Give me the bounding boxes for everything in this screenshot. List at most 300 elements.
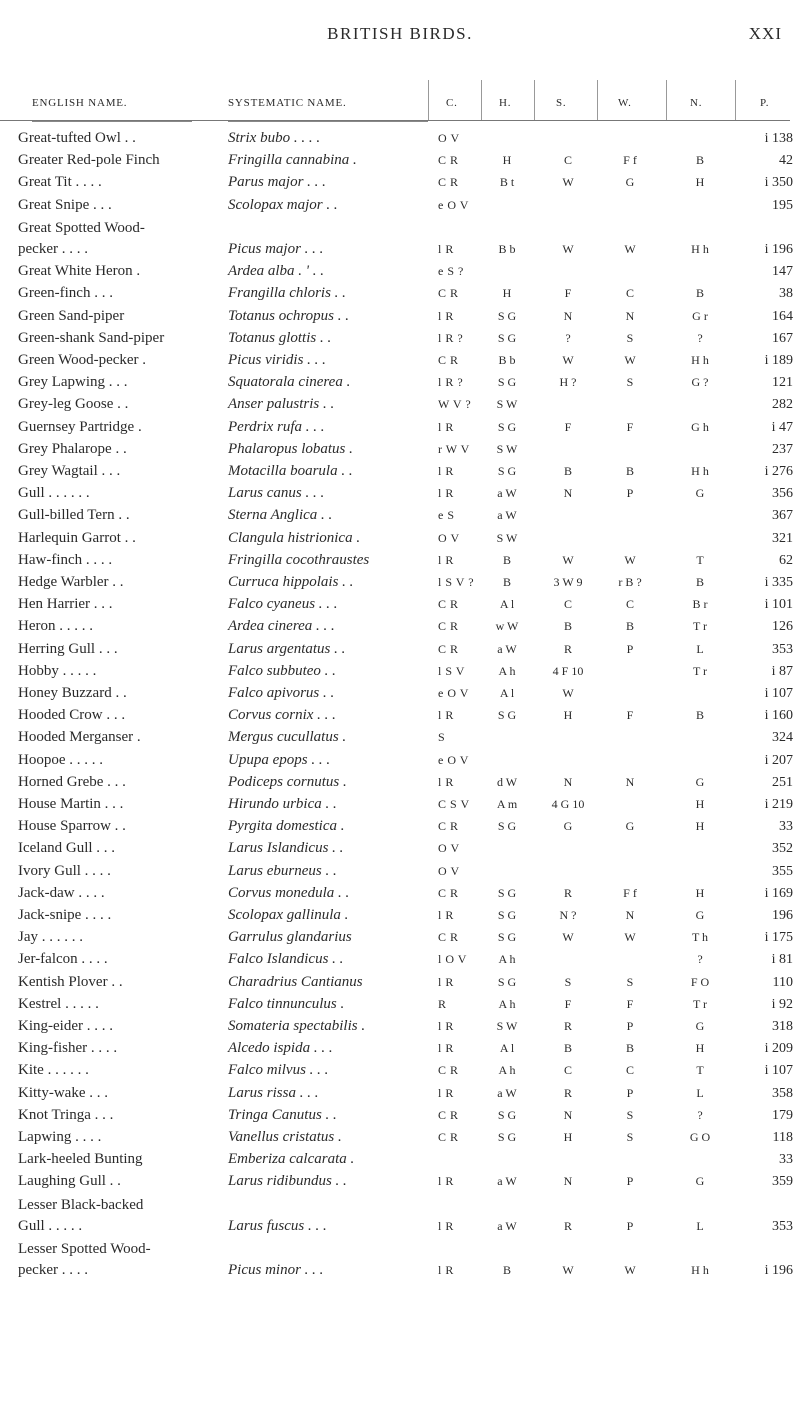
page-ref: i 92 bbox=[771, 996, 793, 1012]
col-s-value: N bbox=[563, 1107, 573, 1122]
col-head-systematic: SYSTEMATIC NAME. bbox=[228, 97, 347, 109]
col-c-value: l R bbox=[438, 974, 454, 989]
col-h-value: B b bbox=[498, 242, 516, 256]
table-row bbox=[0, 750, 800, 771]
col-s-value: S bbox=[564, 974, 572, 989]
english-name: Green-shank Sand-piper bbox=[18, 329, 165, 346]
english-name: Hooded Merganser . bbox=[18, 729, 141, 746]
col-c-value: C R bbox=[438, 930, 459, 945]
col-c-value: C R bbox=[438, 1130, 459, 1144]
col-w-value: P bbox=[626, 1085, 634, 1100]
col-c-value: C R bbox=[438, 175, 459, 190]
col-c-value: l R bbox=[438, 464, 454, 478]
col-s-value: R bbox=[563, 885, 572, 900]
col-head-w: W. bbox=[618, 97, 632, 109]
english-name: Heron . . . . . bbox=[18, 618, 93, 635]
col-h-value: S G bbox=[497, 1130, 517, 1144]
english-name: Greater Red-pole Finch bbox=[18, 152, 160, 169]
systematic-name: Podiceps cornutus . bbox=[228, 773, 347, 790]
col-h-value: S G bbox=[497, 375, 517, 390]
col-c-value: l R bbox=[438, 1218, 454, 1233]
col-s-value: N bbox=[563, 1174, 573, 1189]
page-ref: i 169 bbox=[764, 885, 793, 901]
page-ref: 352 bbox=[772, 841, 793, 857]
col-c-value: l R bbox=[438, 774, 454, 789]
col-w-value: W bbox=[624, 242, 636, 256]
col-s-value: W bbox=[562, 552, 574, 567]
col-n-value: G bbox=[695, 908, 705, 922]
page-ref: i 196 bbox=[764, 242, 793, 257]
col-w-value: r B ? bbox=[618, 575, 642, 589]
page-ref: 321 bbox=[772, 530, 793, 546]
col-head-c: C. bbox=[446, 97, 458, 109]
col-s-value: C bbox=[563, 597, 572, 612]
systematic-name: Falco subbuteo . . bbox=[228, 662, 336, 679]
col-w-value: B bbox=[625, 464, 634, 478]
col-w-value: P bbox=[626, 1174, 634, 1189]
col-c-value: e S ? bbox=[438, 264, 464, 279]
col-h-value: H bbox=[502, 153, 512, 168]
english-name: Great Tit . . . . bbox=[18, 174, 102, 191]
col-c-value: l S V ? bbox=[438, 575, 475, 589]
col-c-value: l R ? bbox=[438, 330, 464, 345]
col-h-value: S W bbox=[496, 530, 518, 545]
col-h-value: a W bbox=[497, 1174, 517, 1189]
english-name-line1: Lesser Spotted Wood- bbox=[18, 1241, 151, 1258]
table-row bbox=[0, 1038, 800, 1059]
table-row bbox=[0, 128, 800, 149]
col-c-value: l R bbox=[438, 419, 454, 434]
english-name: Kestrel . . . . . bbox=[18, 995, 99, 1012]
systematic-name: Squatorala cinerea . bbox=[228, 374, 351, 391]
col-h-value: a W bbox=[497, 486, 517, 501]
table-row bbox=[0, 461, 800, 482]
systematic-name: Ardea alba . ' . . bbox=[228, 263, 324, 280]
page-ref: i 138 bbox=[764, 131, 793, 146]
table-row bbox=[0, 816, 800, 837]
page-ref: 356 bbox=[772, 486, 793, 502]
english-name: Grey Lapwing . . . bbox=[18, 374, 128, 391]
col-n-value: T r bbox=[692, 663, 708, 678]
page-ref: 355 bbox=[772, 863, 793, 879]
col-n-value: ? bbox=[697, 952, 703, 967]
col-s-value: W bbox=[562, 175, 574, 190]
page-ref: i 160 bbox=[764, 708, 793, 724]
page-ref: 282 bbox=[772, 397, 793, 413]
col-h-value: S W bbox=[496, 441, 518, 456]
running-title: BRITISH BIRDS. bbox=[327, 24, 473, 43]
page-ref: i 219 bbox=[764, 797, 793, 812]
table-row bbox=[0, 283, 800, 304]
col-h-value: A h bbox=[498, 663, 516, 678]
col-c-value: O V bbox=[438, 530, 460, 545]
col-c-value: C R bbox=[438, 1063, 459, 1078]
col-s-value: F bbox=[564, 286, 572, 301]
page-ref: 367 bbox=[772, 508, 793, 524]
page-ref: i 107 bbox=[764, 1063, 793, 1079]
col-c-value: l S V bbox=[438, 663, 465, 678]
english-name: Hooded Crow . . . bbox=[18, 707, 126, 724]
col-c-value: O V bbox=[438, 863, 460, 878]
page-ref: 318 bbox=[772, 1019, 793, 1034]
col-s-value: R bbox=[563, 1218, 572, 1233]
col-w-value: N bbox=[625, 774, 635, 789]
col-h-value: S G bbox=[497, 1107, 517, 1122]
systematic-name: Mergus cucullatus . bbox=[228, 729, 347, 746]
table-row bbox=[0, 528, 800, 549]
col-w-value: P bbox=[626, 1218, 634, 1233]
english-name: Iceland Gull . . . bbox=[18, 840, 116, 857]
col-c-value: l R bbox=[438, 1263, 454, 1278]
col-n-value: B r bbox=[692, 597, 708, 612]
col-w-value: P bbox=[626, 486, 634, 501]
col-c-value: C R bbox=[438, 353, 459, 367]
page-ref: 167 bbox=[772, 330, 793, 346]
col-n-value: G ? bbox=[691, 375, 709, 390]
english-name: Great-tufted Owl . . bbox=[18, 130, 136, 146]
col-w-value: F bbox=[626, 419, 634, 434]
english-name: House Martin . . . bbox=[18, 796, 124, 812]
col-h-value: d W bbox=[496, 774, 518, 789]
systematic-name: Totanus glottis . . bbox=[228, 329, 332, 346]
col-h-value: B bbox=[502, 575, 511, 589]
english-name: Green Sand-piper bbox=[18, 307, 125, 324]
table-row bbox=[0, 616, 800, 637]
english-name: Lapwing . . . . bbox=[18, 1129, 102, 1145]
english-name: Grey Wagtail . . . bbox=[18, 463, 121, 479]
col-n-value: ? bbox=[697, 1107, 703, 1122]
col-w-value: F f bbox=[623, 885, 637, 900]
col-w-value: W bbox=[624, 1263, 636, 1278]
table-row bbox=[0, 372, 800, 393]
systematic-name: Perdrix rufa . . . bbox=[228, 418, 325, 435]
col-c-value: W V ? bbox=[438, 397, 472, 412]
english-name: Horned Grebe . . . bbox=[18, 773, 126, 790]
col-c-value: C R bbox=[438, 641, 459, 656]
table-row bbox=[0, 394, 800, 415]
col-n-value: H bbox=[695, 1041, 705, 1056]
english-name: Hedge Warbler . . bbox=[18, 574, 124, 590]
table-row bbox=[0, 1127, 800, 1148]
page-ref: 358 bbox=[772, 1085, 793, 1101]
systematic-name: Anser palustris . . bbox=[228, 396, 335, 413]
page-ref: 147 bbox=[772, 264, 793, 280]
col-w-value: W bbox=[624, 353, 636, 367]
col-h-value: S W bbox=[496, 397, 518, 412]
table-row bbox=[0, 905, 800, 926]
systematic-name: Falco Islandicus . . bbox=[228, 951, 344, 968]
col-w-value: G bbox=[625, 175, 635, 190]
col-w-value: F bbox=[626, 996, 634, 1011]
col-n-value: G bbox=[695, 1019, 705, 1033]
english-name: King-eider . . . . bbox=[18, 1018, 113, 1034]
table-row bbox=[0, 838, 800, 859]
col-s-value: B bbox=[563, 1041, 572, 1056]
systematic-name: Somateria spectabilis . bbox=[228, 1018, 366, 1034]
page-ref: i 87 bbox=[771, 663, 793, 679]
col-n-value: ? bbox=[697, 330, 703, 345]
col-s-value: 3 W 9 bbox=[553, 575, 583, 589]
page-ref: 164 bbox=[772, 308, 793, 324]
col-n-value: B bbox=[695, 153, 704, 168]
col-n-value: H h bbox=[691, 464, 709, 478]
table-row bbox=[0, 594, 800, 615]
col-h-value: A h bbox=[498, 996, 516, 1011]
systematic-name: Larus eburneus . . bbox=[228, 862, 337, 879]
col-w-value: S bbox=[626, 330, 634, 345]
page-ref: 196 bbox=[772, 908, 793, 923]
col-n-value: G bbox=[695, 1174, 705, 1189]
col-s-value: H bbox=[563, 1130, 573, 1144]
table-row bbox=[0, 727, 800, 748]
col-s-value: N ? bbox=[559, 908, 577, 922]
english-name: Grey Phalarope . . bbox=[18, 440, 127, 457]
col-w-value: G bbox=[625, 819, 635, 834]
page-ref: 179 bbox=[772, 1107, 793, 1123]
col-h-value: B bbox=[502, 552, 511, 567]
systematic-name: Larus Islandicus . . bbox=[228, 840, 344, 857]
col-c-value: C R bbox=[438, 1107, 459, 1122]
english-name: Kite . . . . . . bbox=[18, 1062, 89, 1079]
col-h-value: S G bbox=[497, 819, 517, 834]
col-n-value: L bbox=[696, 641, 704, 656]
table-row bbox=[0, 350, 800, 371]
col-s-value: B bbox=[563, 619, 572, 634]
col-h-value: S G bbox=[497, 419, 517, 434]
page-ref: 42 bbox=[779, 153, 793, 169]
page-ref: i 207 bbox=[764, 752, 793, 768]
english-name: Green-finch . . . bbox=[18, 285, 113, 302]
page-ref: i 175 bbox=[764, 930, 793, 946]
table-row bbox=[0, 150, 800, 171]
table-row bbox=[0, 220, 800, 260]
systematic-name: Larus argentatus . . bbox=[228, 640, 346, 657]
english-name: Gull-billed Tern . . bbox=[18, 507, 130, 524]
table-row bbox=[0, 927, 800, 948]
english-name: Herring Gull . . . bbox=[18, 640, 118, 657]
english-name: Ivory Gull . . . . bbox=[18, 862, 111, 879]
col-n-value: T r bbox=[692, 619, 708, 634]
col-head-p: P. bbox=[760, 97, 770, 109]
table-row bbox=[0, 1083, 800, 1104]
col-h-value: S G bbox=[497, 330, 517, 345]
table-row bbox=[0, 861, 800, 882]
english-name: Hobby . . . . . bbox=[18, 662, 97, 679]
english-name: Gull . . . . . . bbox=[18, 485, 90, 502]
col-n-value: H h bbox=[691, 353, 709, 367]
col-c-value: l R bbox=[438, 486, 454, 501]
col-n-value: G r bbox=[692, 308, 708, 323]
col-w-value: B bbox=[625, 1041, 634, 1056]
col-n-value: G h bbox=[691, 419, 709, 434]
col-c-value: e S bbox=[438, 508, 455, 523]
col-s-value: C bbox=[563, 1063, 572, 1078]
table-row bbox=[0, 1105, 800, 1126]
table-row bbox=[0, 1016, 800, 1037]
col-c-value: l R bbox=[438, 242, 454, 256]
col-c-value: l R bbox=[438, 708, 454, 723]
systematic-name: Picus minor . . . bbox=[228, 1262, 324, 1279]
page-ref: i 335 bbox=[764, 575, 793, 590]
page-ref: 195 bbox=[772, 197, 793, 213]
systematic-name: Tringa Canutus . . bbox=[228, 1106, 337, 1123]
systematic-name: Alcedo ispida . . . bbox=[228, 1040, 333, 1057]
col-c-value: C R bbox=[438, 819, 459, 834]
col-w-value: C bbox=[625, 286, 634, 301]
col-c-value: e O V bbox=[438, 197, 469, 212]
col-s-value: N bbox=[563, 774, 573, 789]
table-row bbox=[0, 172, 800, 193]
col-w-value: C bbox=[625, 1063, 634, 1078]
systematic-name: Pyrgita domestica . bbox=[228, 818, 345, 835]
systematic-name: Falco cyaneus . . . bbox=[228, 596, 338, 613]
col-h-value: A l bbox=[499, 597, 515, 612]
systematic-name: Corvus cornix . . . bbox=[228, 707, 336, 724]
col-n-value: T bbox=[696, 552, 704, 567]
col-c-value: O V bbox=[438, 131, 460, 145]
systematic-name: Ardea cinerea . . . bbox=[228, 618, 335, 635]
col-n-value: H bbox=[695, 885, 705, 900]
col-n-value: L bbox=[696, 1218, 704, 1233]
col-h-value: A l bbox=[499, 1041, 515, 1056]
col-w-value: S bbox=[626, 375, 634, 390]
page-ref: 121 bbox=[772, 375, 793, 391]
page-ref: 118 bbox=[772, 1130, 793, 1145]
systematic-name: Picus major . . . bbox=[228, 241, 324, 257]
page-ref: 353 bbox=[772, 641, 793, 657]
col-h-value: a W bbox=[497, 1085, 517, 1100]
col-s-value: N bbox=[563, 486, 573, 501]
col-s-value: ? bbox=[565, 330, 571, 345]
page-ref: i 189 bbox=[764, 353, 793, 368]
col-h-value: A m bbox=[496, 797, 518, 811]
col-n-value: B bbox=[695, 708, 704, 723]
col-s-value: W bbox=[562, 686, 574, 700]
page-ref: i 196 bbox=[764, 1263, 793, 1279]
systematic-name: Larus fuscus . . . bbox=[228, 1217, 327, 1234]
col-h-value: S G bbox=[497, 908, 517, 922]
page-ref: 237 bbox=[772, 441, 793, 457]
english-name: pecker . . . . bbox=[18, 1262, 88, 1279]
table-row bbox=[0, 328, 800, 349]
page-ref: 33 bbox=[779, 819, 793, 835]
page-ref: i 107 bbox=[764, 686, 793, 701]
english-name: Hoopoe . . . . . bbox=[18, 751, 103, 768]
table-row bbox=[0, 639, 800, 660]
col-c-value: C R bbox=[438, 286, 459, 301]
col-h-value: w W bbox=[495, 619, 519, 634]
systematic-name: Corvus monedula . . bbox=[228, 884, 350, 901]
english-name: Great Snipe . . . bbox=[18, 196, 112, 213]
col-h-value: S W bbox=[496, 1019, 518, 1033]
col-h-value: S G bbox=[497, 930, 517, 945]
col-c-value: r W V bbox=[438, 441, 470, 456]
col-n-value: T h bbox=[691, 930, 709, 945]
col-s-value: W bbox=[562, 930, 574, 945]
col-c-value: e O V bbox=[438, 752, 469, 767]
english-name: Laughing Gull . . bbox=[18, 1173, 121, 1190]
col-h-value: B bbox=[502, 1263, 511, 1278]
systematic-name: Emberiza calcarata . bbox=[228, 1151, 355, 1168]
col-c-value: e O V bbox=[438, 686, 469, 700]
table-row bbox=[0, 972, 800, 993]
systematic-name: Fringilla cannabina . bbox=[228, 152, 357, 169]
col-s-value: B bbox=[563, 464, 572, 478]
systematic-name: Totanus ochropus . . bbox=[228, 307, 349, 324]
systematic-name: Garrulus glandarius bbox=[228, 929, 352, 946]
col-n-value: H bbox=[695, 797, 705, 811]
col-c-value: C R bbox=[438, 597, 459, 612]
col-n-value: F O bbox=[690, 974, 710, 989]
col-h-value: H bbox=[502, 286, 512, 301]
english-name-line1: Lesser Black-backed bbox=[18, 1196, 144, 1213]
col-head-h: H. bbox=[499, 97, 512, 109]
systematic-name: Falco apivorus . . bbox=[228, 685, 335, 701]
table-row bbox=[0, 1060, 800, 1081]
systematic-name: Curruca hippolais . . bbox=[228, 574, 354, 590]
col-c-value: C S V bbox=[438, 797, 470, 811]
table-row bbox=[0, 949, 800, 970]
col-c-value: l R bbox=[438, 1019, 454, 1033]
table-row bbox=[0, 661, 800, 682]
english-name: Kentish Plover . . bbox=[18, 973, 123, 990]
col-n-value: L bbox=[696, 1085, 704, 1100]
english-name: Haw-finch . . . . bbox=[18, 551, 113, 568]
page-ref: 38 bbox=[779, 286, 793, 302]
table-row bbox=[0, 572, 800, 593]
english-name: Great White Heron . bbox=[18, 263, 141, 280]
table-row bbox=[0, 772, 800, 793]
col-s-value: R bbox=[563, 1085, 572, 1100]
col-h-value: S G bbox=[497, 885, 517, 900]
english-name: Guernsey Partridge . bbox=[18, 418, 142, 435]
english-name: Grey-leg Goose . . bbox=[18, 396, 129, 413]
systematic-name: Scolopax major . . bbox=[228, 196, 338, 213]
systematic-name: Falco tinnunculus . bbox=[228, 995, 345, 1012]
col-n-value: B bbox=[695, 575, 704, 589]
col-s-value: R bbox=[563, 1019, 572, 1033]
table-row bbox=[0, 794, 800, 815]
systematic-name: Hirundo urbica . . bbox=[228, 796, 337, 812]
table-row bbox=[0, 306, 800, 327]
col-s-value: F bbox=[564, 419, 572, 434]
col-c-value: l R bbox=[438, 1085, 454, 1100]
col-w-value: F bbox=[626, 708, 634, 723]
table-row bbox=[0, 883, 800, 904]
table-row bbox=[0, 1196, 800, 1237]
table-row bbox=[0, 439, 800, 460]
systematic-name: Fringilla cocothraustes bbox=[228, 551, 370, 568]
systematic-name: Strix bubo . . . . bbox=[228, 130, 321, 146]
systematic-name: Falco milvus . . . bbox=[228, 1062, 329, 1079]
table-row bbox=[0, 505, 800, 526]
table-row bbox=[0, 705, 800, 726]
col-h-value: S G bbox=[497, 464, 517, 478]
page-ref: 33 bbox=[779, 1152, 793, 1168]
english-name: Hen Harrier . . . bbox=[18, 596, 113, 613]
table-row bbox=[0, 417, 800, 438]
col-c-value: l R bbox=[438, 552, 454, 567]
col-h-value: a W bbox=[497, 641, 517, 656]
col-h-value: a W bbox=[497, 1218, 517, 1233]
page-ref: 110 bbox=[772, 974, 793, 990]
col-n-value: H bbox=[695, 819, 705, 834]
col-n-value: T bbox=[696, 1063, 704, 1078]
col-s-value: W bbox=[562, 242, 574, 256]
col-n-value: G bbox=[695, 486, 705, 501]
col-c-value: S bbox=[438, 730, 446, 745]
english-name: King-fisher . . . . bbox=[18, 1040, 118, 1057]
